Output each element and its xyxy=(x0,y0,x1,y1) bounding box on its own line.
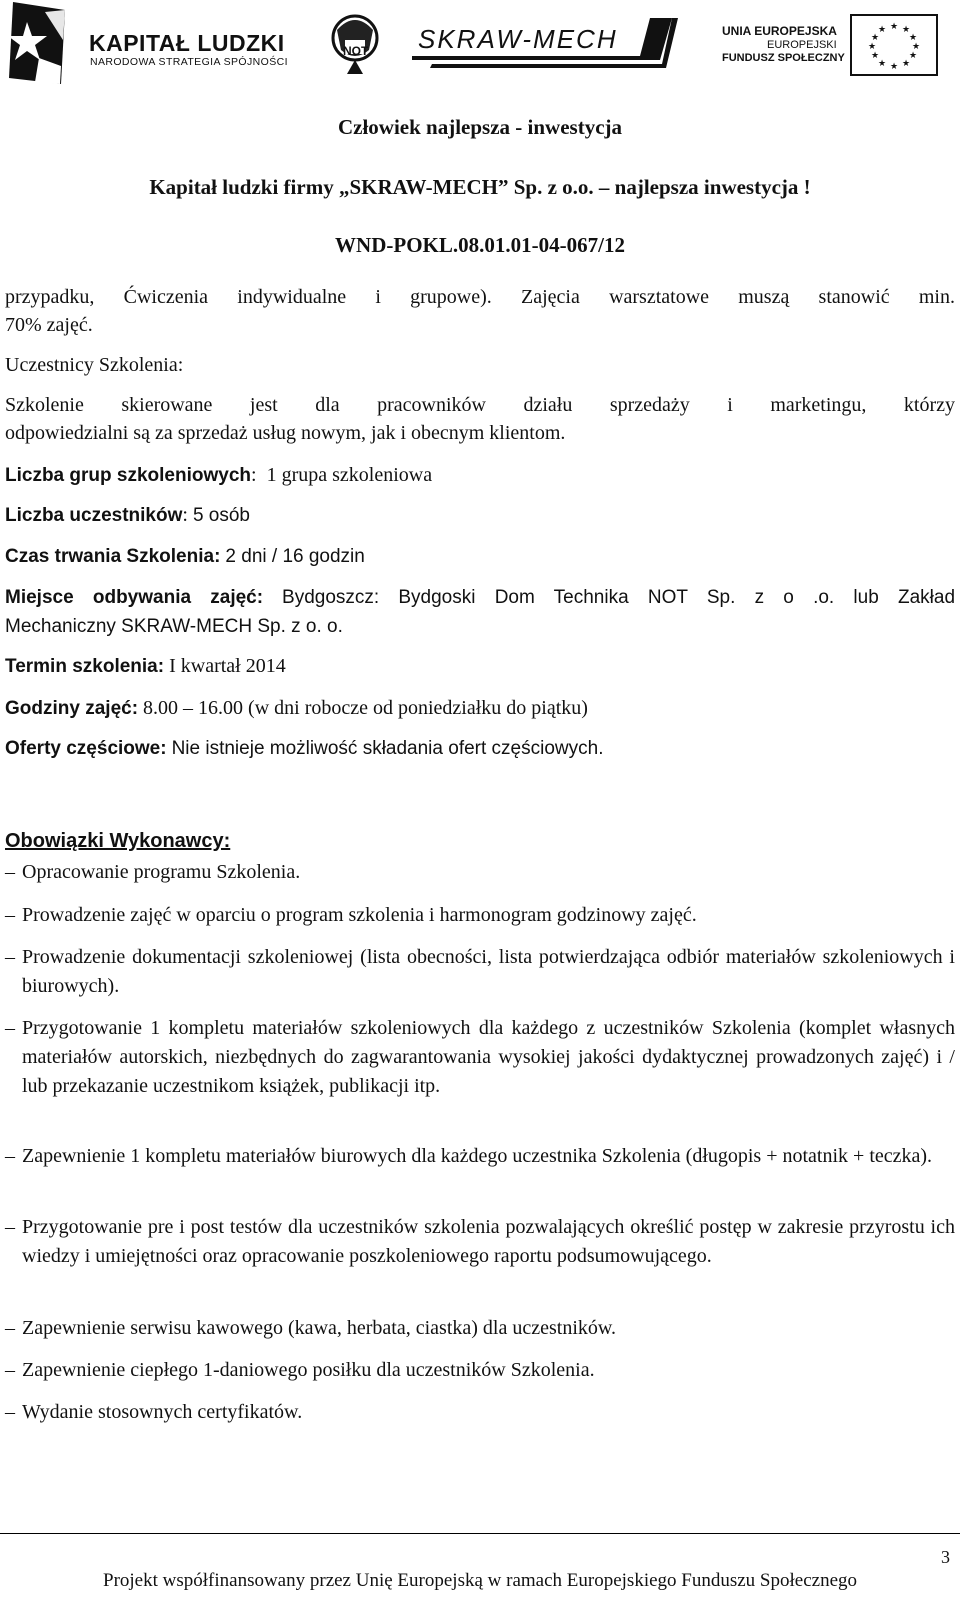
svg-text:★: ★ xyxy=(901,59,911,69)
hours-row xyxy=(5,694,955,723)
eu-logo-line2: EUROPEJSKI xyxy=(767,39,837,51)
kapital-ludzki-star-icon xyxy=(5,0,67,86)
place-row xyxy=(5,583,955,612)
kapital-ludzki-title: KAPITAŁ LUDZKI xyxy=(89,30,285,56)
svg-text:★: ★ xyxy=(870,33,880,43)
skraw-mech-logo-text: SKRAW-MECH xyxy=(418,24,618,54)
duty-dash: – xyxy=(5,946,15,968)
duty-item xyxy=(5,901,955,930)
term-value: I kwartał 2014 xyxy=(169,655,286,677)
eu-logo-line3: FUNDUSZ SPOŁECZNY xyxy=(722,52,845,64)
place-label: Miejsce odbywania zajęć: xyxy=(5,587,264,608)
svg-text:★: ★ xyxy=(889,22,899,32)
groups-colon: : xyxy=(251,464,257,486)
svg-text:★: ★ xyxy=(877,59,887,69)
duty-item xyxy=(5,858,955,887)
eu-logo xyxy=(722,8,960,78)
duty-dash: – xyxy=(5,1145,15,1167)
duty-dash: – xyxy=(5,1017,15,1039)
count-row xyxy=(5,501,955,530)
duration-value: 2 dni / 16 godzin xyxy=(225,546,365,567)
eu-logo-line1: UNIA EUROPEJSKA xyxy=(722,24,837,38)
offers-value: Nie istnieje możliwość składania ofert częściowych. xyxy=(171,738,604,759)
duty-text: Przygotowanie 1 kompletu materiałów szkoleniowych dla każdego z uczestników Szkolenia (komplet własnych materiałów autorskich, niezbędnych do zagwarantowania wysokiej jakości dydaktycznej prowadzonych zajęć) i / lub przekazanie uczestnikom książek, publikacji itp. xyxy=(22,1017,955,1097)
intro-line-1: przypadku, Ćwiczenia indywidualne i grupowe). Zajęcia warsztatowe muszą stanowić min. xyxy=(5,286,955,308)
groups-row xyxy=(5,461,955,490)
eu-flag-icon xyxy=(850,14,938,76)
count-colon: : xyxy=(182,504,188,526)
page-number: 3 xyxy=(941,1547,950,1567)
duty-text: Wydanie stosownych certyfikatów. xyxy=(22,1401,303,1423)
hours-value: 8.00 – 16.00 (w dni robocze od poniedziałku do piątku) xyxy=(143,697,588,719)
duty-text: Prowadzenie zajęć w oparciu o program szkolenia i harmonogram godzinowy zajęć. xyxy=(22,904,697,926)
not-logo-text: NOT xyxy=(343,44,369,58)
footer-divider xyxy=(0,1533,960,1534)
duty-text: Przygotowanie pre i post testów dla uczestników szkolenia pozwalających określić postęp w zakresie przyrostu ich wiedzy i umiejętności oraz opracowanie poszkoleniowego raportu podsumowującego. xyxy=(22,1216,955,1267)
intro-line-2: 70% zajęć. xyxy=(5,314,93,336)
duration-row xyxy=(5,542,955,571)
footer-text: Projekt współfinansowany przez Unię Europejską w ramach Europejskiego Funduszu Społecznego xyxy=(103,1570,857,1591)
duties-title: Obowiązki Wykonawcy: xyxy=(5,830,231,852)
duty-dash: – xyxy=(5,1401,15,1423)
participants-text-2: odpowiedzialni są za sprzedaż usług nowym, jak i obecnym klientom. xyxy=(5,422,566,444)
skraw-mech-logo xyxy=(410,10,680,80)
svg-text:★: ★ xyxy=(870,51,880,61)
duty-item xyxy=(5,1014,955,1101)
not-logo xyxy=(325,10,385,80)
svg-text:★: ★ xyxy=(911,42,921,52)
count-value: 5 osób xyxy=(192,505,250,526)
groups-label: Liczba grup szkoleniowych xyxy=(5,465,251,486)
duty-item xyxy=(5,1356,955,1385)
offers-label: Oferty częściowe: xyxy=(5,738,167,759)
term-label: Termin szkolenia: xyxy=(5,656,165,677)
participants-text-1: Szkolenie skierowane jest dla pracowników działu sprzedaży i marketingu, którzy xyxy=(5,394,955,416)
duty-dash: – xyxy=(5,904,15,926)
header-line-1: Człowiek najlepsza - inwestycja xyxy=(337,115,623,139)
duty-text: Zapewnienie ciepłego 1-daniowego posiłku dla uczestników Szkolenia. xyxy=(22,1359,595,1381)
duty-item xyxy=(5,1314,955,1343)
participants-heading: Uczestnicy Szkolenia: xyxy=(5,354,184,376)
count-label: Liczba uczestników xyxy=(5,505,183,526)
kapital-ludzki-subtitle: NARODOWA STRATEGIA SPÓJNOŚCI xyxy=(90,56,288,68)
svg-text:★: ★ xyxy=(889,62,899,72)
duty-item xyxy=(5,1398,955,1427)
place-value-2: Mechaniczny SKRAW-MECH Sp. z o. o. xyxy=(5,616,343,637)
header-line-2: Kapitał ludzki firmy „SKRAW-MECH” Sp. z o.o. – najlepsza inwestycja ! xyxy=(149,175,811,199)
duty-text: Prowadzenie dokumentacji szkoleniowej (lista obecności, lista potwierdzająca odbiór materiałów szkoleniowych i biurowych). xyxy=(22,946,955,997)
duty-text: Opracowanie programu Szkolenia. xyxy=(22,861,301,883)
svg-text:★: ★ xyxy=(901,25,911,35)
svg-text:★: ★ xyxy=(867,42,877,52)
svg-text:★: ★ xyxy=(877,25,887,35)
duty-text: Zapewnienie serwisu kawowego (kawa, herbata, ciastka) dla uczestników. xyxy=(22,1317,617,1339)
place-row-2 xyxy=(5,612,955,641)
duty-dash: – xyxy=(5,1216,15,1238)
groups-value: 1 grupa szkoleniowa xyxy=(266,464,433,486)
duty-dash: – xyxy=(5,1317,15,1339)
duration-label: Czas trwania Szkolenia: xyxy=(5,546,221,567)
offers-row xyxy=(5,734,955,763)
duty-dash: – xyxy=(5,1359,15,1381)
duty-item xyxy=(5,1213,955,1271)
duty-dash: – xyxy=(5,861,15,883)
term-row xyxy=(5,652,955,681)
hours-label: Godziny zajęć: xyxy=(5,698,139,719)
duty-item xyxy=(5,1142,955,1171)
kapital-ludzki-logo xyxy=(5,0,305,88)
duty-item xyxy=(5,943,955,1001)
place-value-1: Bydgoszcz: Bydgoski Dom Technika NOT Sp. z o .o. lub Zakład xyxy=(282,587,956,608)
svg-text:★: ★ xyxy=(908,51,918,61)
duty-text: Zapewnienie 1 kompletu materiałów biurowych dla każdego uczestnika Szkolenia (długopis + notatnik + teczka). xyxy=(22,1145,933,1167)
header-line-3: WND-POKL.08.01.01-04-067/12 xyxy=(335,233,625,257)
svg-text:★: ★ xyxy=(908,33,918,43)
